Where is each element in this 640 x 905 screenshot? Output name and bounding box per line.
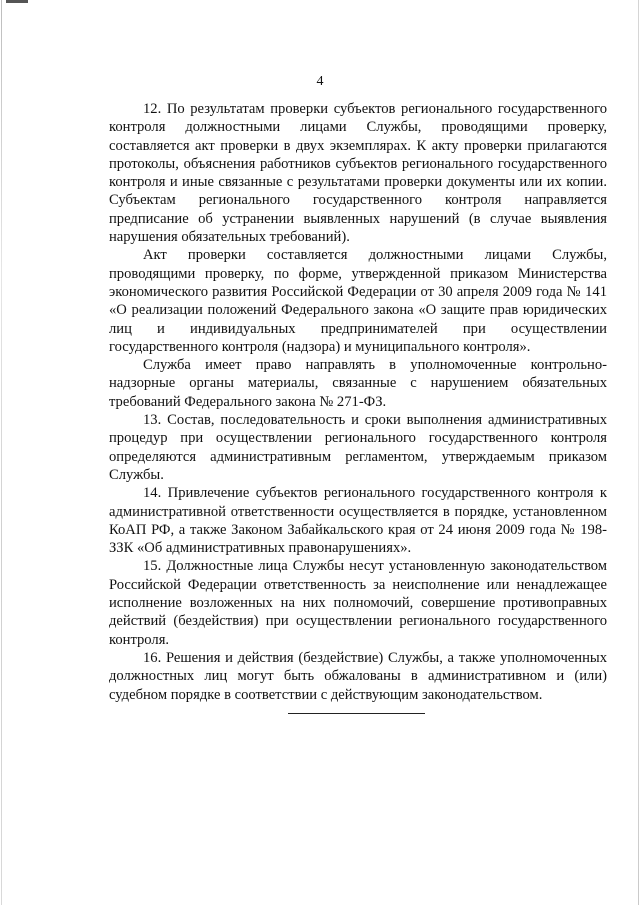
paragraph-13: 13. Состав, последовательность и сроки выполнения административных процедур при осуществлении регионального государственного контроля определяются административным регламентом, утверждаемым приказом Службы.: [109, 412, 607, 483]
paragraph-15: 15. Должностные лица Службы несут установленную законодательством Российской Федерации ответственность за неисполнение или ненадлежащее исполнение возложенных на них полномочий, совершение противоправных действий (бездействия) при осуществлении регионального государственного контроля.: [109, 558, 607, 648]
scan-edge-left: [1, 0, 2, 905]
document-body: [109, 100, 607, 704]
paragraph-14: 14. Привлечение субъектов регионального государственного контроля к административной ответственности осуществляется в порядке, установленном КоАП РФ, а также Законом Забайкальского края от 24 июня 2009 года № 198-ЗЗК «Об административных правонарушениях».: [109, 485, 607, 557]
scan-corner-mark: [6, 0, 28, 3]
end-separator-line: [288, 713, 425, 714]
page-number: 4: [316, 74, 324, 89]
paragraph-16: 16. Решения и действия (бездействие) Службы, а также уполномоченных должностных лиц могут быть обжалованы в административном и (или) судебном порядке в соответствии с действующим законодательством.: [109, 649, 607, 703]
paragraph-service-right: Служба имеет право направлять в уполномоченные контрольно-надзорные органы материалы, связанные с нарушением обязательных требований Федерального закона № 271-ФЗ.: [109, 357, 607, 410]
paragraph-act-form: Акт проверки составляется должностными лицами Службы, проводящими проверку, по форме, утвержденной приказом Министерства экономического развития Российской Федерации от 30 апреля 2009 года № 141 «О реализации положений Федерального закона «О защите прав юридических лиц и индивидуальных предпринимателей при осуществлении государственного контроля (надзора) и муниципального контроля».: [109, 247, 607, 355]
scan-edge-right: [638, 0, 639, 905]
paragraph-12: 12. По результатам проверки субъектов регионального государственного контроля должностными лицами Службы, проводящими проверку, составляется акт проверки в двух экземплярах. К акту проверки прилагаются протоколы, объяснения работников субъектов регионального государственного контроля и иные связанные с результатами проверки документы или их копии. Субъектам регионального государственного контроля направляется предписание об устранении выявленных нарушений (в случае выявления нарушения обязательных требований).: [109, 101, 607, 246]
